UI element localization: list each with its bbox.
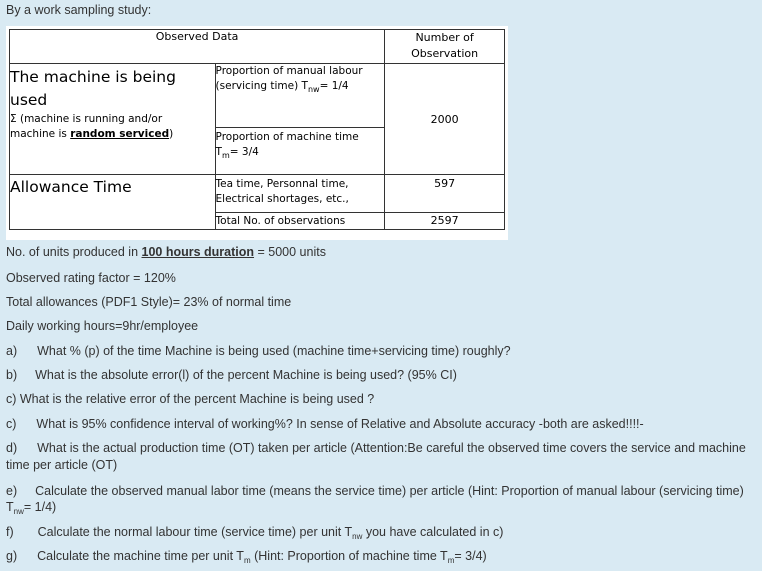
question-e: e) Calculate the observed manual labor time (means the service time) per article (Hint: Proportion of manual labour (servicing time) $T_{nw}= 1/4$) <box>6 484 744 516</box>
machine-time-proportion-cell: Proportion of machine time $T_m= 3/4$ <box>215 128 385 175</box>
rating-factor-text: Observed rating factor = 120% <box>6 271 176 285</box>
daily-hours-text: Daily working hours=9hr/employee <box>6 319 199 333</box>
total-allowances-text: Total allowances (PDF1 Style)= 23% of normal time <box>6 295 292 309</box>
allowance-time-cell: Allowance Time <box>10 175 216 230</box>
machine-used-cell: The machine is being used Σ (machine is running and/or machine is random serviced) <box>10 64 216 175</box>
units-produced-text: No. of units produced in 100 hours duration = 5000 units <box>6 245 326 259</box>
observation-table <box>9 29 505 230</box>
question-d: d) What is the actual production time (OT) taken per article (Attention:Be careful the observed time covers the service and machine time per article (OT) <box>6 441 746 472</box>
header-observed-data: Observed Data <box>10 30 385 64</box>
intro-text: By a work sampling study: <box>6 3 152 17</box>
observation-table-image <box>6 26 508 240</box>
allowance-description-cell: Tea time, Personnal time, Electrical shortages, etc., <box>215 175 385 213</box>
question-a: a) What % (p) of the time Machine is being used (machine time+servicing time) roughly? <box>6 344 511 358</box>
question-f: f) Calculate the normal labour time (service time) per unit $T_{nw}$ you have calculated in c) <box>6 525 504 541</box>
question-b: b) What is the absolute error(l) of the percent Machine is being used? (95% CI) <box>6 368 457 382</box>
question-g: g) Calculate the machine time per unit $T_m$ (Hint: Proportion of machine time $T_m= 3/4$) <box>6 549 487 565</box>
manual-labour-proportion-cell: Proportion of manual labour (servicing time) $T_{nw}= 1/4$ <box>215 64 385 128</box>
header-number-of-observation: Number of Observation <box>385 30 505 64</box>
question-c-relative: c) What is the relative error of the percent Machine is being used ? <box>6 392 375 406</box>
count-allowance: 597 <box>385 175 505 213</box>
count-total: 2597 <box>385 213 505 230</box>
question-c-interval: c) What is 95% confidence interval of working%? In sense of Relative and Absolute accuracy -both are asked!!!!- <box>6 417 644 431</box>
total-observations-label: Total No. of observations <box>215 213 385 230</box>
count-machine-used: 2000 <box>385 64 505 175</box>
